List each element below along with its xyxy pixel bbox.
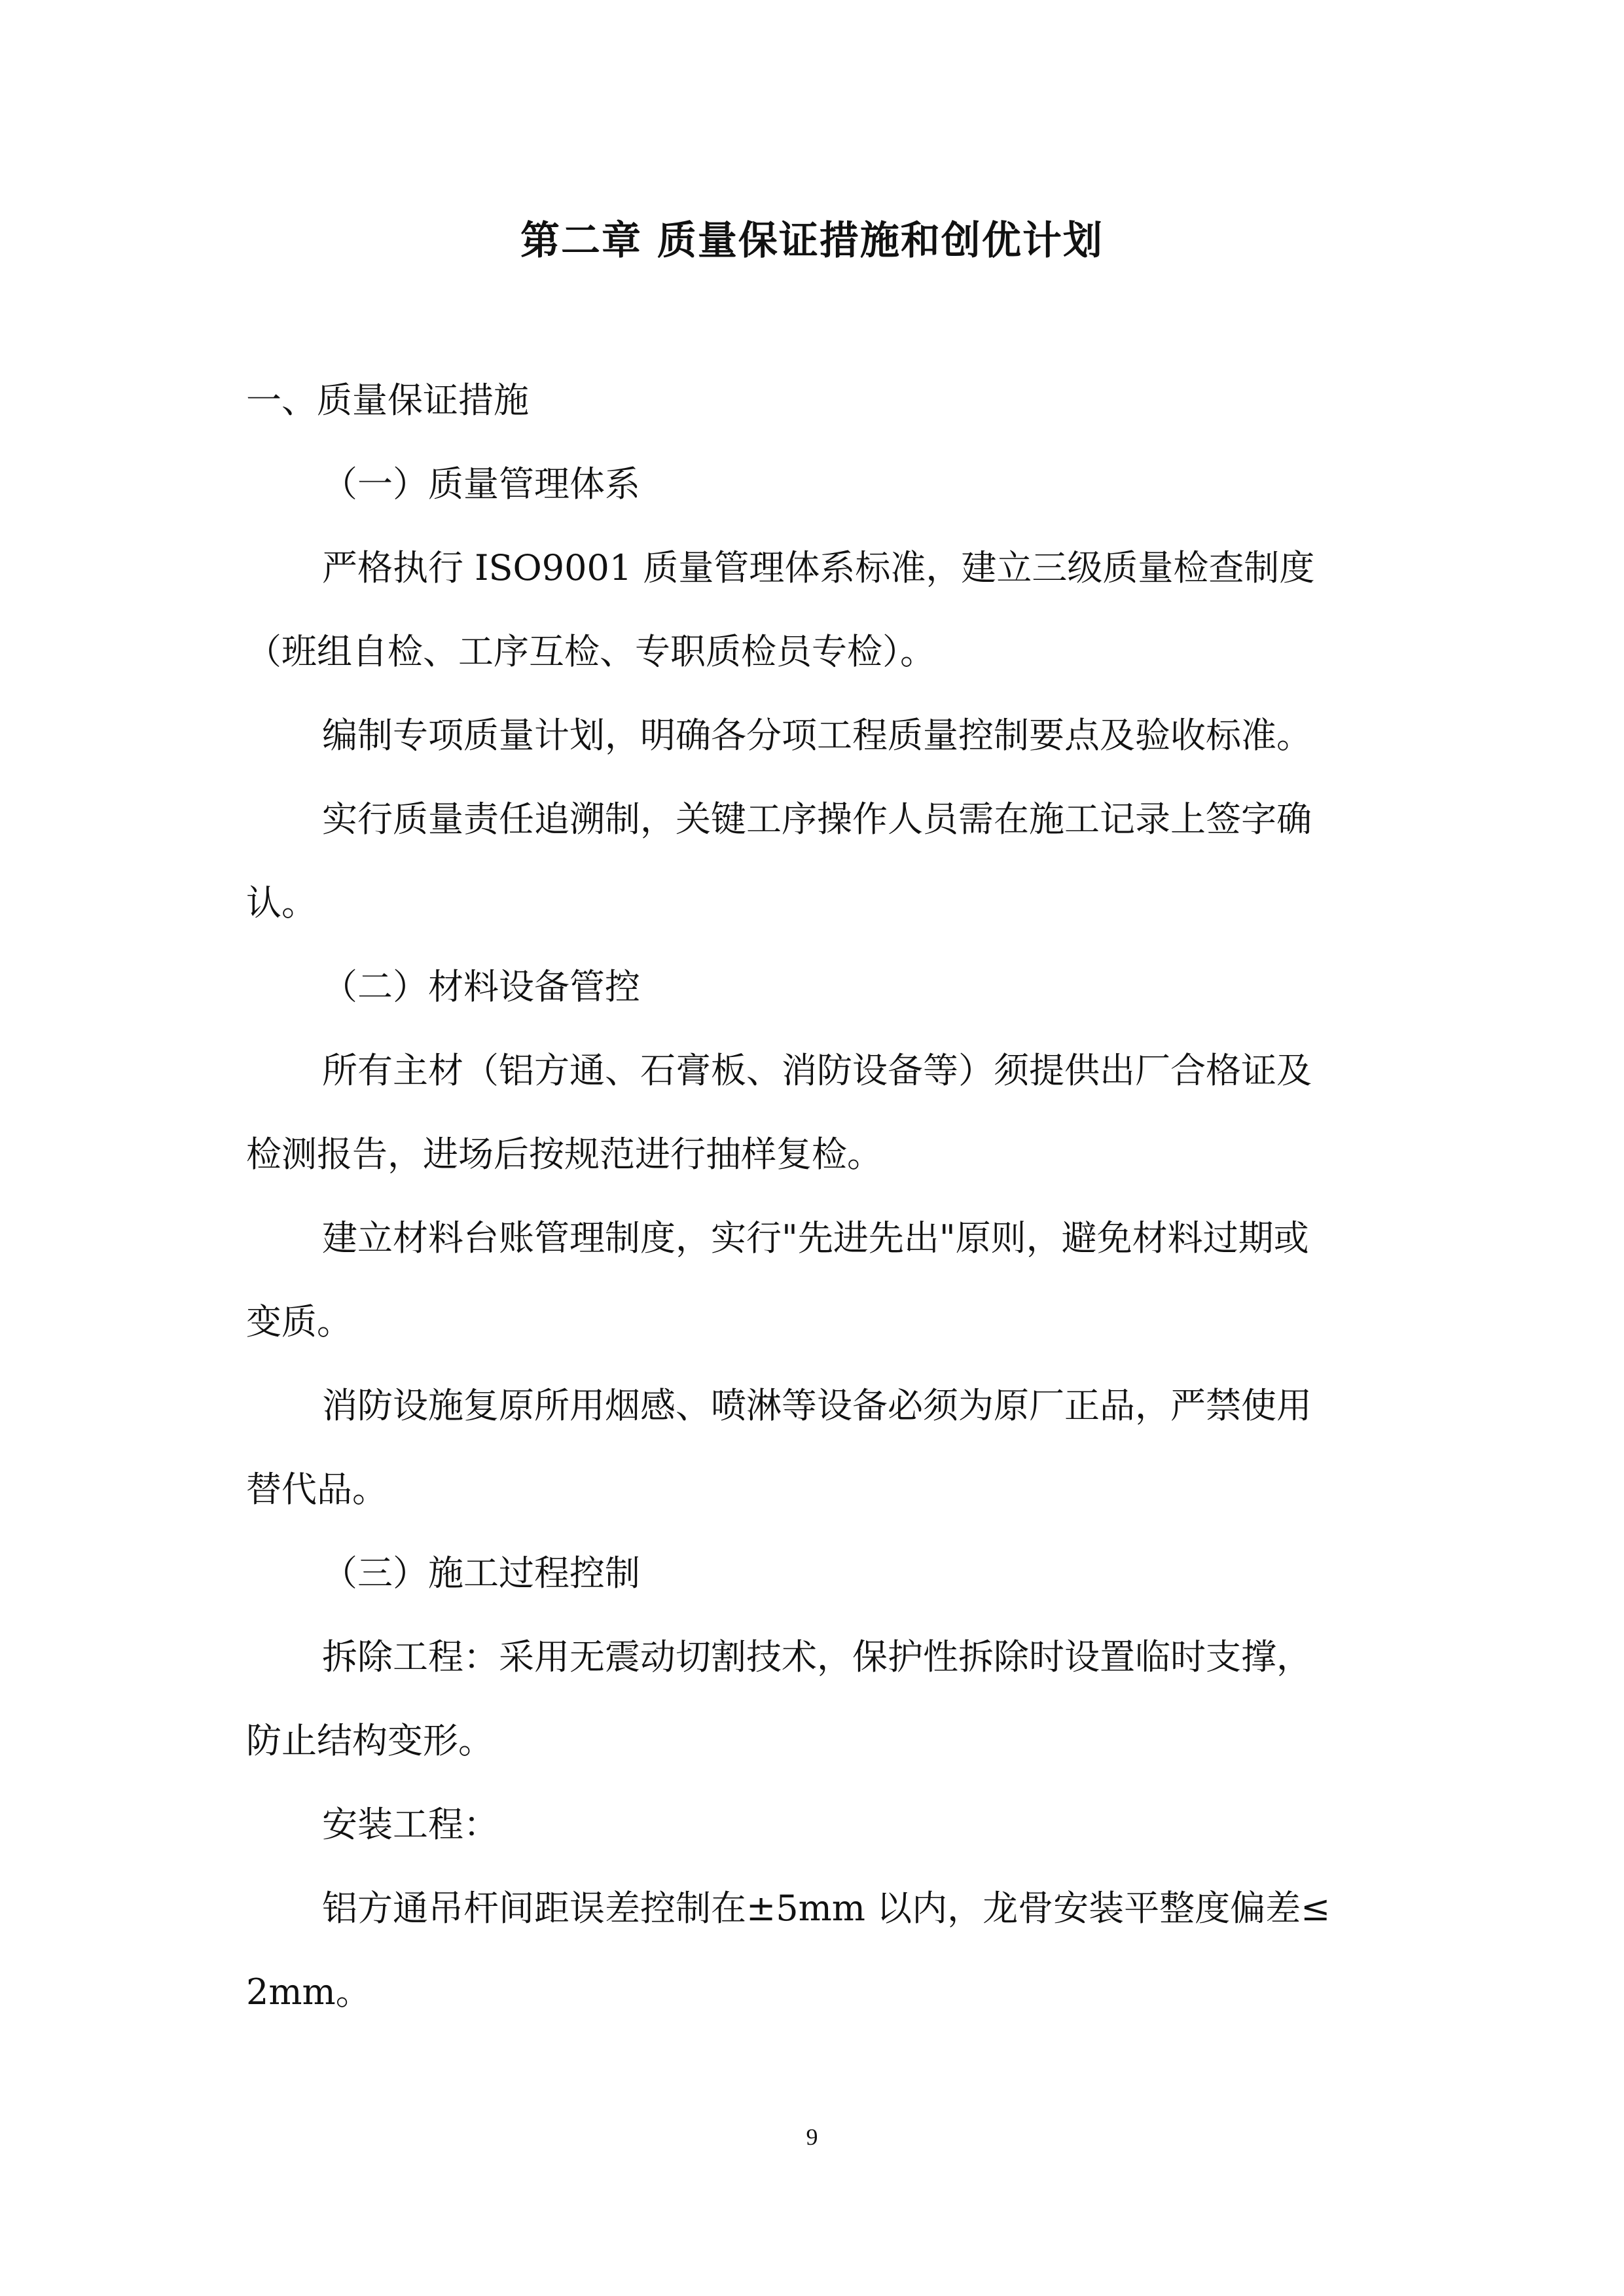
paragraph-line: 检测报告，进场后按规范进行抽样复检。 bbox=[246, 1134, 882, 1175]
paragraph-line: 消防设施复原所用烟感、喷淋等设备必须为原厂正品，严禁使用 bbox=[322, 1385, 1312, 1426]
paragraph-line: 建立材料台账管理制度，实行"先进先出"原则，避免材料过期或 bbox=[322, 1217, 1309, 1259]
paragraph-line: 防止结构变形。 bbox=[246, 1720, 494, 1761]
paragraph-line: 实行质量责任追溯制，关键工序操作人员需在施工记录上签字确 bbox=[322, 798, 1312, 840]
paragraph-line: 安装工程： bbox=[322, 1804, 499, 1845]
paragraph-line: 变质。 bbox=[246, 1301, 352, 1342]
subsection-heading: （三）施工过程控制 bbox=[322, 1552, 640, 1594]
paragraph-line: 2mm。 bbox=[246, 1971, 371, 2013]
paragraph-line: 编制专项质量计划，明确各分项工程质量控制要点及验收标准。 bbox=[322, 715, 1312, 756]
subsection-heading: （二）材料设备管控 bbox=[322, 966, 640, 1007]
paragraph-line: 认。 bbox=[246, 882, 317, 924]
paragraph-line: 所有主材（铝方通、石膏板、消防设备等）须提供出厂合格证及 bbox=[322, 1050, 1312, 1091]
paragraph-line: 拆除工程：采用无震动切割技术，保护性拆除时设置临时支撑， bbox=[322, 1636, 1312, 1677]
subsection-heading: （一）质量管理体系 bbox=[322, 463, 640, 505]
paragraph-line: 铝方通吊杆间距误差控制在±5mm 以内，龙骨安装平整度偏差≤ bbox=[322, 1888, 1331, 1929]
section-heading: 一、质量保证措施 bbox=[246, 380, 529, 421]
paragraph-line: 替代品。 bbox=[246, 1469, 388, 1510]
chapter-title: 第二章 质量保证措施和创优计划 bbox=[520, 218, 1104, 264]
document-body bbox=[246, 359, 1385, 2034]
paragraph-line: （班组自检、工序互检、专职质检员专检）。 bbox=[246, 631, 935, 672]
paragraph-line: 严格执行 ISO9001 质量管理体系标准，建立三级质量检查制度 bbox=[322, 547, 1315, 588]
page-number: 9 bbox=[806, 2124, 818, 2150]
